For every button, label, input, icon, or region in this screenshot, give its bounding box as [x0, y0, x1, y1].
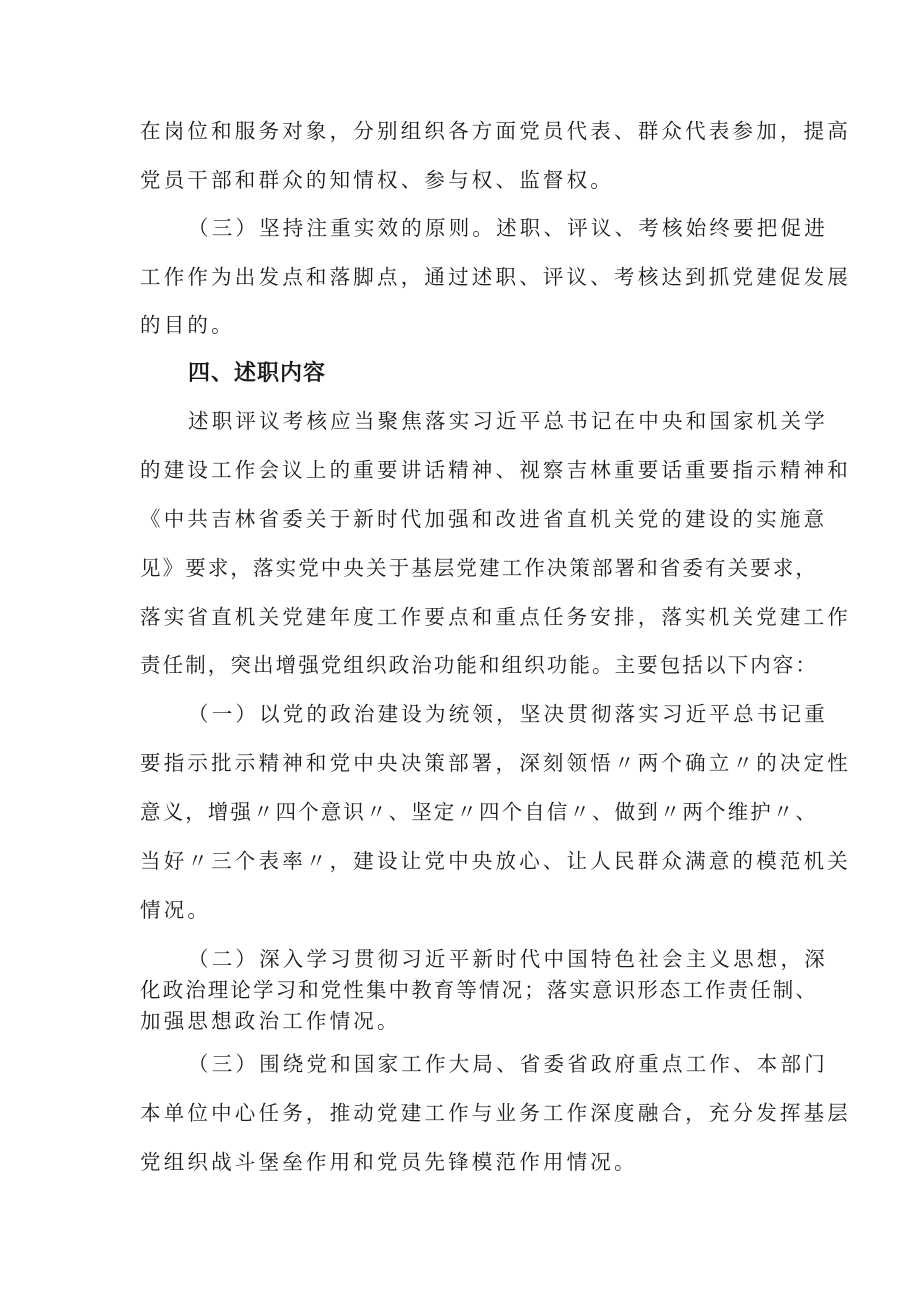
- text-line: 责任制，突出增强党组织政治功能和组织功能。主要包括以下内容：: [140, 653, 818, 677]
- text-line: 《中共吉林省委关于新时代加强和改进省直机关党的建设的实施意: [140, 507, 828, 531]
- text-line: 述职评议考核应当聚焦落实习近平总书记在中央和国家机关学: [188, 409, 828, 433]
- section-heading: 四、述职内容: [188, 361, 327, 386]
- text-line: 的目的。: [140, 313, 235, 337]
- text-line: 党员干部和群众的知情权、参与权、监督权。: [140, 168, 614, 192]
- text-line: 意义，增强〃四个意识〃、坚定〃四个自信〃、做到〃两个维护〃、: [140, 800, 818, 824]
- text-line: 加强思想政治工作情况。: [140, 1009, 401, 1033]
- text-line: 化政治理论学习和党性集中教育等情况；落实意识形态工作责任制、: [140, 978, 818, 1002]
- text-line: 当好〃三个表率〃，建设让党中央放心、让人民群众满意的模范机关: [140, 849, 851, 873]
- text-line: 见》要求，落实党中央关于基层党建工作决策部署和省委有关要求，: [140, 556, 818, 580]
- text-line: （二）深入学习贯彻习近平新时代中国特色社会主义思想，深: [188, 947, 828, 971]
- text-line: 在岗位和服务对象，分别组织各方面党员代表、群众代表参加，提高: [140, 119, 851, 143]
- text-line: （三）围绕党和国家工作大局、省委省政府重点工作、本部门: [188, 1052, 828, 1076]
- text-line: 要指示批示精神和党中央决策部署，深刻领悟〃两个确立〃的决定性: [140, 751, 851, 775]
- text-line: 情况。: [140, 898, 212, 922]
- text-line: 工作作为出发点和落脚点，通过述职、评议、考核达到抓党建促发展: [140, 265, 851, 289]
- text-line: 的建设工作会议上的重要讲话精神、视察吉林重要话重要指示精神和: [140, 458, 851, 482]
- text-line: （三）坚持注重实效的原则。述职、评议、考核始终要把促进: [188, 216, 828, 240]
- text-line: 本单位中心任务，推动党建工作与业务工作深度融合，充分发挥基层: [140, 1101, 851, 1125]
- text-line: （一）以党的政治建设为统领，坚决贯彻落实习近平总书记重: [188, 702, 828, 726]
- text-line: 落实省直机关党建年度工作要点和重点任务安排，落实机关党建工作: [140, 605, 851, 629]
- text-line: 党组织战斗堡垒作用和党员先锋模范作用情况。: [140, 1150, 638, 1174]
